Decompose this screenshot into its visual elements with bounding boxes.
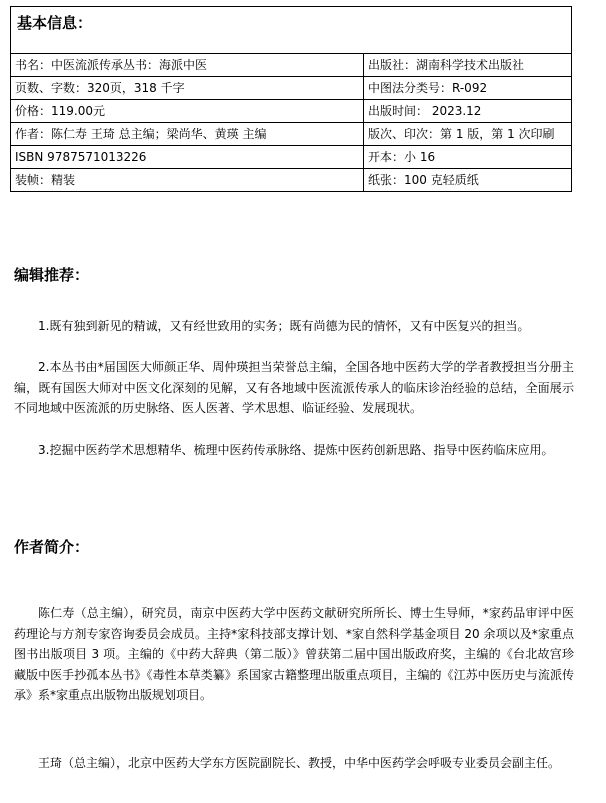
author-intro-paragraph: 陈仁寿（总主编），研究员，南京中医药大学中医药文献研究所所长、博士生导师，*家药品审评中医药理论与方剂专家咨询委员会成员。主持*家科技部支撑计划、*家自然科学基金项目 20 余项以及*家重点图书出版项目 3 项。主编的《中药大辞典（第二版）》曾获第二届中国出版政府奖，主编的《台北故宫珍藏版中医手抄孤本丛书》《毒性本草类纂》系国家古籍整理出版重点项目，主编的《江苏中医历史与流派传承》系*家重点出版物出版规划项目。 [14,606,574,702]
table-row [11,54,572,77]
table-row [11,123,572,146]
basic-info-title-cell [11,7,572,54]
editor-recommendation-heading: 编辑推荐： [14,266,90,284]
table-cell: 出版社：湖南科学技术出版社 [364,54,572,77]
table-cell: 作者：陈仁寿 王琦 总主编；梁尚华、黄瑛 主编 [11,123,364,146]
table-cell: 出版时间： 2023.12 [364,100,572,123]
basic-info-table [10,6,572,192]
basic-info-block [10,6,571,192]
author-intro-paragraph: 王琦（总主编），北京中医药大学东方医院副院长、教授，中华中医药学会呼吸专业委员会副主任。 [38,756,561,770]
table-cell: 纸张：100 克轻质纸 [364,169,572,192]
table-cell: 页数、字数：320页，318 千字 [11,77,364,100]
table-cell: 价格：119.00元 [11,100,364,123]
editor-recommendation-item: 3.挖掘中医药学术思想精华、梳理中医药传承脉络、提炼中医药创新思路、指导中医药临床应用。 [38,443,554,457]
author-intro-heading: 作者简介： [14,538,90,556]
table-row [11,146,572,169]
table-cell: 中图法分类号：R-092 [364,77,572,100]
editor-recommendation-item: 2.本丛书由*届国医大师颜正华、周仲瑛担当荣誉总主编，全国各地中医药大学的学者教授担当分册主编，既有国医大师对中医文化深刻的见解，又有各地域中医流派传承人的临床诊治经验的总结，全面展示不同地域中医流派的历史脉络、医人医著、学术思想、临证经验、发展现状。 [14,360,574,415]
table-row [11,100,572,123]
table-row [11,169,572,192]
table-header-row [11,7,572,54]
table-cell: ISBN 9787571013226 [11,146,364,169]
table-cell: 装帧：精装 [11,169,364,192]
editor-recommendation-item: 1.既有独到新见的精诚，又有经世致用的实务；既有尚德为民的情怀，又有中医复兴的担当。 [38,319,530,333]
table-cell: 书名：中医流派传承丛书：海派中医 [11,54,364,77]
basic-info-heading: 基本信息： [17,14,93,32]
table-cell: 版次、印次：第 1 版，第 1 次印刷 [364,123,572,146]
table-cell: 开本：小 16 [364,146,572,169]
table-row [11,77,572,100]
